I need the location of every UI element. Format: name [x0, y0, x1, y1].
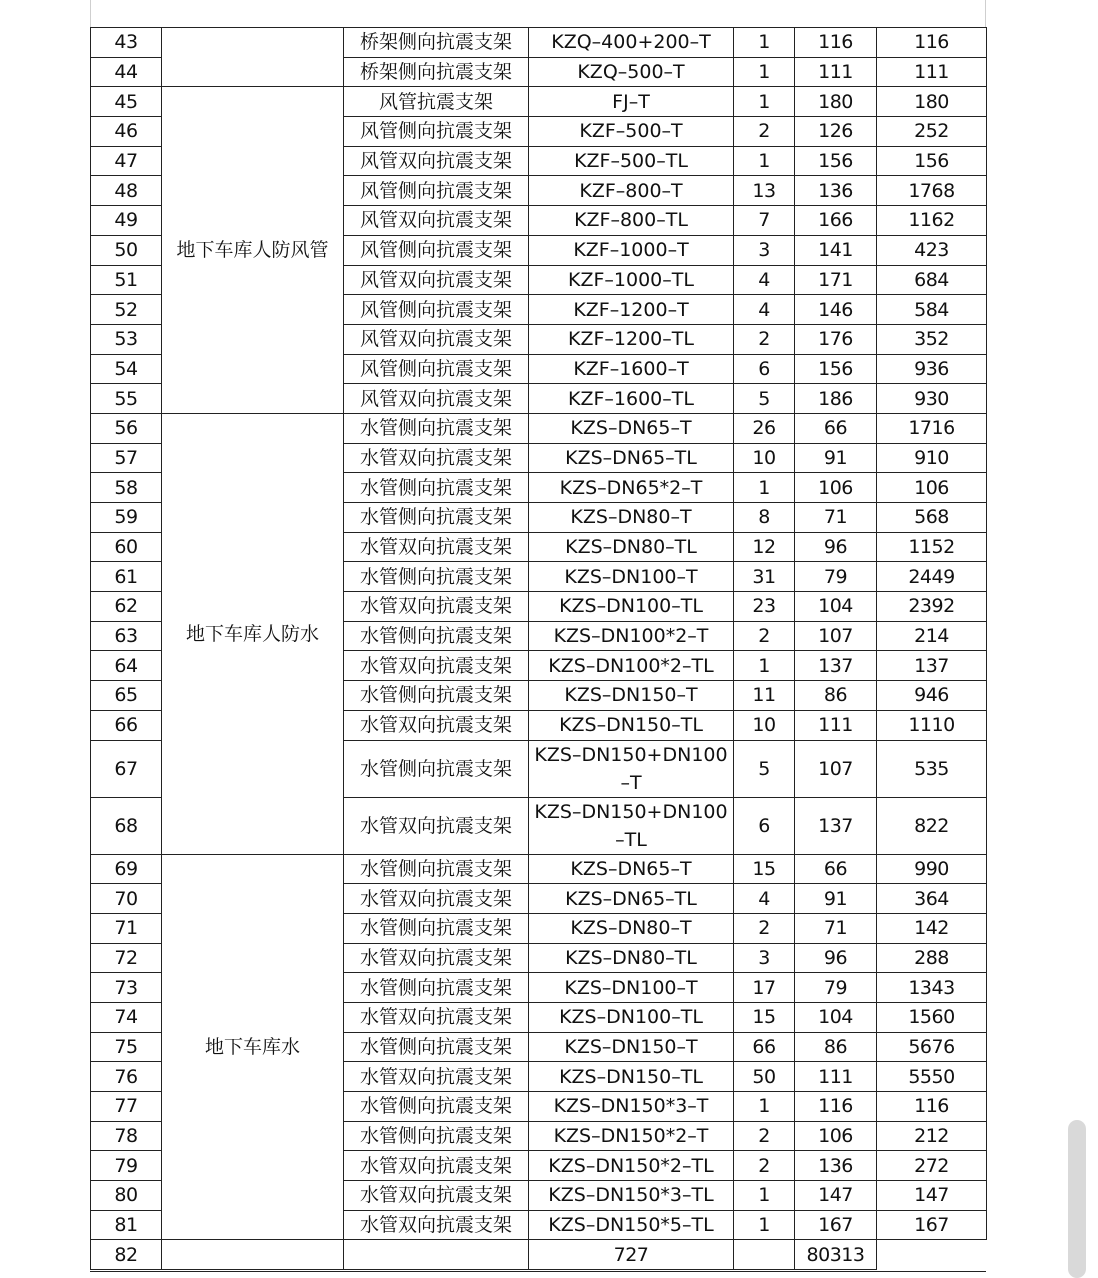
table-row [91, 854, 987, 884]
cell-model-text: KZS–DN65*2–T [559, 476, 703, 499]
cell-no: 62 [91, 592, 162, 622]
cell-name: 水管侧向抗震支架 [344, 740, 529, 797]
cell-model-text: KZS–DN100–T [564, 976, 698, 999]
cell-price: 96 [795, 943, 877, 973]
cell-no: 43 [91, 28, 162, 58]
cell-price: 107 [795, 740, 877, 797]
cell-no: 73 [91, 973, 162, 1003]
cell-price: 86 [795, 681, 877, 711]
cell-qty: 7 [734, 206, 795, 236]
cell-price: 126 [795, 117, 877, 147]
table-body [91, 28, 987, 1270]
cell-total: 214 [877, 621, 987, 651]
cell-no: 70 [91, 884, 162, 914]
cell-price: 116 [795, 28, 877, 58]
cell-total: 288 [877, 943, 987, 973]
cell-model [529, 1002, 734, 1032]
cell-name: 水管侧向抗震支架 [344, 473, 529, 503]
cell-price: 71 [795, 913, 877, 943]
cell-price: 104 [795, 1002, 877, 1032]
cell-name: 桥架侧向抗震支架 [344, 28, 529, 58]
cell-qty: 2 [734, 1121, 795, 1151]
cell-total: 936 [877, 354, 987, 384]
cell-name: 风管双向抗震支架 [344, 384, 529, 414]
table-row [91, 87, 987, 117]
cell-model-text: KZF–1000–TL [568, 268, 694, 291]
cell-model [529, 384, 734, 414]
cell-model [529, 265, 734, 295]
cell-qty: 50 [734, 1062, 795, 1092]
cell-qty: 10 [734, 443, 795, 473]
cell-price: 137 [795, 797, 877, 854]
cell-price: 147 [795, 1181, 877, 1211]
table-row [91, 413, 987, 443]
cell-model-text: KZS–DN150–TL [559, 1065, 703, 1088]
cell-no: 66 [91, 710, 162, 740]
cell-name: 水管侧向抗震支架 [344, 503, 529, 533]
cell-qty: 4 [734, 295, 795, 325]
cell-total: 1560 [877, 1002, 987, 1032]
cell-qty: 17 [734, 973, 795, 1003]
cell-model [529, 913, 734, 943]
cell-model-text: KZQ–500–T [577, 61, 685, 84]
cell-name [162, 1240, 344, 1270]
cell-total: 137 [877, 651, 987, 681]
cell-model-text: KZF–800–TL [574, 209, 688, 232]
cell-price: 116 [795, 1092, 877, 1122]
cell-total: 910 [877, 443, 987, 473]
cell-model-text: KZS–DN150+DN100–T [534, 743, 728, 794]
cell-no: 60 [91, 532, 162, 562]
cell-price: 79 [795, 562, 877, 592]
cell-no: 80 [91, 1181, 162, 1211]
cell-name: 风管抗震支架 [344, 87, 529, 117]
cell-qty: 2 [734, 1151, 795, 1181]
cell-qty: 1 [734, 1092, 795, 1122]
cell-model [529, 1151, 734, 1181]
table-row [91, 28, 987, 58]
cell-qty: 15 [734, 854, 795, 884]
cell-model [529, 1181, 734, 1211]
cell-no: 46 [91, 117, 162, 147]
cell-no: 63 [91, 621, 162, 651]
cell-model [529, 621, 734, 651]
cell-no: 72 [91, 943, 162, 973]
cell-total: 1768 [877, 176, 987, 206]
cell-price: 91 [795, 443, 877, 473]
cell-model [529, 503, 734, 533]
cell-name: 水管双向抗震支架 [344, 1062, 529, 1092]
cell-no: 53 [91, 324, 162, 354]
cell-model-text: KZS–DN100–TL [559, 595, 703, 618]
cell-no: 55 [91, 384, 162, 414]
cell-price: 136 [795, 1151, 877, 1181]
cell-qty: 15 [734, 1002, 795, 1032]
cell-model [529, 710, 734, 740]
cell-model [529, 146, 734, 176]
cell-qty: 3 [734, 235, 795, 265]
cell-model [529, 532, 734, 562]
cell-no: 49 [91, 206, 162, 236]
cell-model-text: KZS–DN150*3–T [553, 1095, 709, 1118]
cell-model-text: KZF–800–T [579, 179, 683, 202]
cell-model-text: KZF–1200–TL [568, 328, 694, 351]
cell-price: 86 [795, 1032, 877, 1062]
cell-price: 107 [795, 621, 877, 651]
cell-price: 71 [795, 503, 877, 533]
cell-model [529, 973, 734, 1003]
cell-model [529, 295, 734, 325]
cell-no: 52 [91, 295, 162, 325]
cell-model-text: KZS–DN80–T [570, 506, 692, 529]
cell-model [529, 854, 734, 884]
cell-price: 66 [795, 854, 877, 884]
margin-rule-right [985, 0, 986, 27]
cell-total: 80313 [795, 1240, 877, 1270]
bottom-rule [90, 1271, 986, 1272]
cell-total: 1343 [877, 973, 987, 1003]
cell-price: 146 [795, 295, 877, 325]
cell-model-text: KZF–1600–TL [568, 387, 694, 410]
cell-total: 990 [877, 854, 987, 884]
cell-model-text: KZS–DN150*5–TL [548, 1214, 714, 1237]
cell-qty: 1 [734, 87, 795, 117]
cell-model [529, 651, 734, 681]
scrollbar-thumb[interactable] [1068, 1120, 1086, 1278]
cell-name: 风管侧向抗震支架 [344, 176, 529, 206]
cell-total: 1110 [877, 710, 987, 740]
cell-total: 142 [877, 913, 987, 943]
cell-model [529, 443, 734, 473]
cell-model [529, 206, 734, 236]
cell-no: 76 [91, 1062, 162, 1092]
cell-price: 156 [795, 354, 877, 384]
cell-name: 水管双向抗震支架 [344, 797, 529, 854]
cell-model [529, 943, 734, 973]
cell-total: 364 [877, 884, 987, 914]
cell-model [529, 28, 734, 58]
cell-model [529, 57, 734, 87]
cell-name: 水管双向抗震支架 [344, 710, 529, 740]
cell-qty: 4 [734, 265, 795, 295]
cell-qty: 31 [734, 562, 795, 592]
cell-price: 66 [795, 413, 877, 443]
cell-price: 91 [795, 884, 877, 914]
cell-qty: 12 [734, 532, 795, 562]
cell-total: 568 [877, 503, 987, 533]
cell-total: 535 [877, 740, 987, 797]
cell-total: 684 [877, 265, 987, 295]
cell-no: 50 [91, 235, 162, 265]
cell-name: 水管双向抗震支架 [344, 1151, 529, 1181]
cell-no: 48 [91, 176, 162, 206]
cell-model-text: KZS–DN80–TL [565, 536, 697, 559]
cell-qty: 3 [734, 943, 795, 973]
cell-total: 1152 [877, 532, 987, 562]
cell-total: 584 [877, 295, 987, 325]
cell-qty: 1 [734, 473, 795, 503]
cell-qty: 4 [734, 884, 795, 914]
cell-model-text: KZS–DN65–T [570, 857, 692, 880]
cell-model [529, 235, 734, 265]
cell-qty: 26 [734, 413, 795, 443]
cell-model [529, 413, 734, 443]
cell-model [529, 562, 734, 592]
cell-qty: 1 [734, 57, 795, 87]
cell-model-text: KZS–DN150–T [564, 1035, 698, 1058]
cell-qty: 2 [734, 324, 795, 354]
cell-model-text: KZF–1000–T [573, 239, 689, 262]
cell-qty: 66 [734, 1032, 795, 1062]
cell-name: 风管双向抗震支架 [344, 146, 529, 176]
cell-name: 水管侧向抗震支架 [344, 854, 529, 884]
cell-name: 水管侧向抗震支架 [344, 1032, 529, 1062]
cell-qty: 5 [734, 384, 795, 414]
cell-name: 水管双向抗震支架 [344, 592, 529, 622]
cell-qty: 6 [734, 354, 795, 384]
cell-total: 116 [877, 1092, 987, 1122]
cell-total: 167 [877, 1210, 987, 1240]
cell-model [529, 1062, 734, 1092]
cell-total: 156 [877, 146, 987, 176]
cell-category [162, 28, 344, 87]
cell-no: 58 [91, 473, 162, 503]
cell-total: 272 [877, 1151, 987, 1181]
cell-model-text: KZQ–400+200–T [551, 31, 711, 54]
cell-qty: 13 [734, 176, 795, 206]
cell-no: 79 [91, 1151, 162, 1181]
cell-model [529, 117, 734, 147]
margin-rule-left [90, 0, 91, 27]
cell-total: 946 [877, 681, 987, 711]
cell-price: 180 [795, 87, 877, 117]
cell-model-text: KZS–DN150–T [564, 684, 698, 707]
cell-price: 137 [795, 651, 877, 681]
cell-model-text: KZS–DN80–T [570, 917, 692, 940]
cell-name: 水管侧向抗震支架 [344, 621, 529, 651]
cell-qty: 2 [734, 621, 795, 651]
cell-no: 47 [91, 146, 162, 176]
cell-total: 212 [877, 1121, 987, 1151]
cell-name: 风管侧向抗震支架 [344, 295, 529, 325]
cell-total: 111 [877, 57, 987, 87]
cell-qty: 1 [734, 146, 795, 176]
cell-no: 65 [91, 681, 162, 711]
cell-model-text: KZS–DN100*2–T [553, 625, 709, 648]
cell-name: 水管侧向抗震支架 [344, 681, 529, 711]
cell-price: 111 [795, 1062, 877, 1092]
cell-name: 风管双向抗震支架 [344, 265, 529, 295]
cell-price: 111 [795, 710, 877, 740]
cell-model-text: FJ–T [612, 90, 650, 113]
cell-name: 水管双向抗震支架 [344, 1210, 529, 1240]
cell-model [529, 1210, 734, 1240]
cell-name: 水管侧向抗震支架 [344, 913, 529, 943]
cell-model-text: KZF–1200–T [573, 298, 689, 321]
cell-qty: 1 [734, 1181, 795, 1211]
cell-qty: 1 [734, 651, 795, 681]
cell-name: 风管侧向抗震支架 [344, 235, 529, 265]
cell-price: 111 [795, 57, 877, 87]
cell-no: 56 [91, 413, 162, 443]
cell-model-text: KZF–500–T [579, 120, 683, 143]
cell-model [529, 884, 734, 914]
cell-price [734, 1240, 795, 1270]
cell-total: 1162 [877, 206, 987, 236]
cell-total: 5550 [877, 1062, 987, 1092]
cell-name: 水管双向抗震支架 [344, 443, 529, 473]
cell-model [529, 797, 734, 854]
cell-name: 风管侧向抗震支架 [344, 354, 529, 384]
quote-table [90, 27, 987, 1270]
cell-model-text: KZS–DN150+DN100–TL [534, 800, 728, 851]
cell-name: 水管双向抗震支架 [344, 1002, 529, 1032]
cell-price: 106 [795, 1121, 877, 1151]
cell-qty: 23 [734, 592, 795, 622]
cell-model [529, 740, 734, 797]
cell-no: 45 [91, 87, 162, 117]
cell-category: 地下车库水 [162, 854, 344, 1240]
cell-name: 风管侧向抗震支架 [344, 117, 529, 147]
cell-no: 68 [91, 797, 162, 854]
cell-qty: 11 [734, 681, 795, 711]
cell-price: 167 [795, 1210, 877, 1240]
cell-qty: 2 [734, 913, 795, 943]
cell-name: 水管侧向抗震支架 [344, 1121, 529, 1151]
cell-category: 地下车库人防水 [162, 413, 344, 854]
cell-total: 423 [877, 235, 987, 265]
cell-name: 风管双向抗震支架 [344, 324, 529, 354]
cell-model-text: KZS–DN65–T [570, 417, 692, 440]
cell-total: 116 [877, 28, 987, 58]
cell-no: 78 [91, 1121, 162, 1151]
cell-total: 822 [877, 797, 987, 854]
cell-price: 156 [795, 146, 877, 176]
cell-total: 252 [877, 117, 987, 147]
cell-total: 106 [877, 473, 987, 503]
cell-model-text: KZS–DN65–TL [565, 887, 697, 910]
cell-no: 61 [91, 562, 162, 592]
cell-model-text: KZS–DN150–TL [559, 714, 703, 737]
cell-qty: 2 [734, 117, 795, 147]
cell-name: 风管双向抗震支架 [344, 206, 529, 236]
cell-qty: 1 [734, 28, 795, 58]
cell-model [529, 324, 734, 354]
cell-price: 106 [795, 473, 877, 503]
cell-model-text: KZS–DN150*2–T [553, 1125, 709, 1148]
cell-no: 77 [91, 1092, 162, 1122]
cell-total: 180 [877, 87, 987, 117]
cell-name: 水管双向抗震支架 [344, 884, 529, 914]
cell-price: 186 [795, 384, 877, 414]
cell-total: 2392 [877, 592, 987, 622]
cell-no: 82 [91, 1240, 162, 1270]
cell-model [529, 681, 734, 711]
cell-price: 96 [795, 532, 877, 562]
cell-name: 水管侧向抗震支架 [344, 1092, 529, 1122]
cell-no: 54 [91, 354, 162, 384]
cell-model [529, 1121, 734, 1151]
cell-price: 136 [795, 176, 877, 206]
cell-total: 1716 [877, 413, 987, 443]
cell-qty: 8 [734, 503, 795, 533]
cell-category: 地下车库人防风管 [162, 87, 344, 414]
cell-no: 59 [91, 503, 162, 533]
table-row [91, 1240, 987, 1270]
cell-name: 水管双向抗震支架 [344, 532, 529, 562]
cell-name: 水管侧向抗震支架 [344, 973, 529, 1003]
cell-qty: 5 [734, 740, 795, 797]
cell-model-text: KZF–500–TL [574, 150, 688, 173]
cell-price: 176 [795, 324, 877, 354]
cell-model [529, 1032, 734, 1062]
cell-price: 166 [795, 206, 877, 236]
cell-no: 81 [91, 1210, 162, 1240]
cell-model-text: KZS–DN150*3–TL [548, 1184, 714, 1207]
cell-model-text: KZS–DN80–TL [565, 946, 697, 969]
cell-qty: 1 [734, 1210, 795, 1240]
cell-total: 930 [877, 384, 987, 414]
cell-total: 2449 [877, 562, 987, 592]
cell-name: 水管双向抗震支架 [344, 651, 529, 681]
cell-model-text: KZS–DN150*2–TL [548, 1154, 714, 1177]
cell-no: 44 [91, 57, 162, 87]
cell-model [529, 354, 734, 384]
cell-total: 352 [877, 324, 987, 354]
cell-model [529, 87, 734, 117]
cell-no: 71 [91, 913, 162, 943]
cell-model-text: KZS–DN100*2–TL [548, 654, 714, 677]
cell-no: 64 [91, 651, 162, 681]
cell-model [529, 592, 734, 622]
cell-no: 74 [91, 1002, 162, 1032]
cell-price: 104 [795, 592, 877, 622]
cell-qty: 10 [734, 710, 795, 740]
cell-total: 147 [877, 1181, 987, 1211]
cell-name: 水管双向抗震支架 [344, 1181, 529, 1211]
cell-model-text: KZS–DN65–TL [565, 446, 697, 469]
cell-model-text: KZF–1600–T [573, 357, 689, 380]
cell-no: 69 [91, 854, 162, 884]
cell-price: 141 [795, 235, 877, 265]
cell-price: 79 [795, 973, 877, 1003]
cell-no: 75 [91, 1032, 162, 1062]
cell-name: 水管侧向抗震支架 [344, 562, 529, 592]
cell-model [529, 473, 734, 503]
cell-total: 5676 [877, 1032, 987, 1062]
cell-model [529, 176, 734, 206]
cell-name: 水管侧向抗震支架 [344, 413, 529, 443]
cell-model [344, 1240, 529, 1270]
cell-name: 水管双向抗震支架 [344, 943, 529, 973]
cell-no: 51 [91, 265, 162, 295]
cell-name: 桥架侧向抗震支架 [344, 57, 529, 87]
cell-qty: 6 [734, 797, 795, 854]
cell-model-text: KZS–DN100–TL [559, 1006, 703, 1029]
cell-model [529, 1092, 734, 1122]
cell-price: 171 [795, 265, 877, 295]
cell-model-text: KZS–DN100–T [564, 565, 698, 588]
cell-no: 57 [91, 443, 162, 473]
cell-no: 67 [91, 740, 162, 797]
cell-qty: 727 [529, 1240, 734, 1270]
